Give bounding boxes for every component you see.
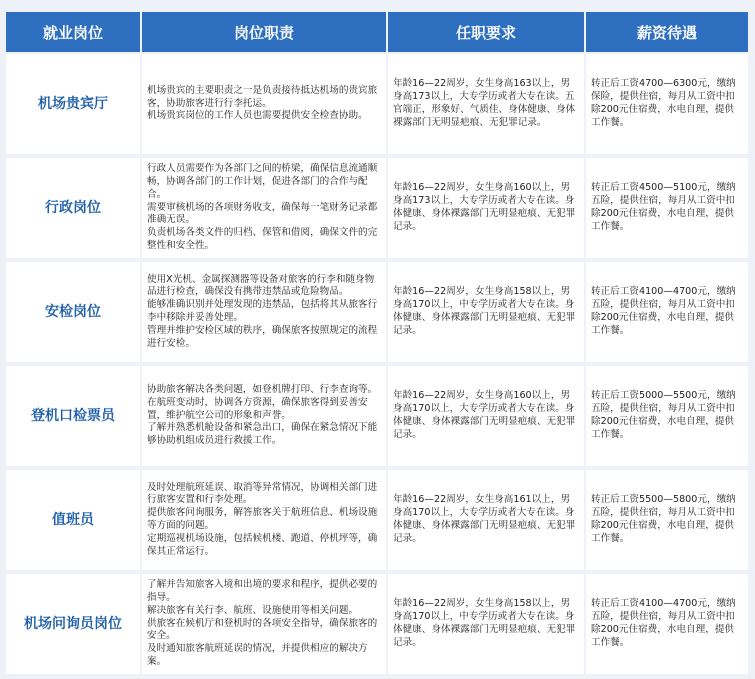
salary-cell: 转正后工资4100—4700元，缴纳五险，提供住宿，每月从工资中扣除200元住宿费，水电自理，提供工作餐。 [586,574,748,674]
header-position: 就业岗位 [6,12,142,52]
duty-item: 行政人员需要作为各部门之间的桥梁，确保信息流通顺畅，协调各部门的工作计划，促进各部门的合作与配合。 [147,163,378,200]
position-title: 行政岗位 [6,158,142,258]
table-row [6,158,748,262]
table-row [6,54,748,158]
duty-item: 管理并维护安检区域的秩序，确保旅客按照规定的流程进行安检。 [147,324,378,349]
duties-cell [142,574,388,674]
requirements-cell: 年龄16—22周岁，女生身高158以上，男身高170以上，中专学历或者大专在读。身体健康、身体裸露部门无明显疤痕、无犯罪记录。 [388,574,586,674]
duty-item: 机场贵宾的主要职责之一是负责接待抵达机场的贵宾旅客，协助旅客进行行李托运。 [147,84,378,109]
position-title: 值班员 [6,470,142,570]
salary-cell: 转正后工资4700—6300元，缴纳保险，提供住宿，每月从工资中扣除200元住宿费，水电自理，提供工作餐。 [586,54,748,154]
salary-cell: 转正后工资4100—4700元，缴纳五险，提供住宿，每月从工资中扣除200元住宿费，水电自理，提供工作餐。 [586,262,748,362]
requirements-cell: 年龄16—22周岁，女生身高160以上，男身高173以上，大专学历或者大专在读。身体健康、身体裸露部门无明显疤痕、无犯罪记录。 [388,158,586,258]
duty-item: 需要审核机场的各项财务收支，确保每一笔财务记录都准确无误。 [147,201,378,226]
duty-item: 了解并熟悉机舱设备和紧急出口，确保在紧急情况下能够协助机组成员进行救援工作。 [147,422,378,447]
duty-item: 提供旅客问询服务，解答旅客关于航班信息、机场设施等方面的问题。 [147,507,378,531]
duty-item: 协助旅客解决各类问题，如登机牌打印、行李查询等。 [147,384,378,395]
position-title: 登机口检票员 [6,366,142,466]
duty-item: 了解并告知旅客入境和出境的要求和程序，提供必要的指导。 [147,579,378,603]
header-duties: 岗位职责 [142,12,388,52]
duties-cell [142,54,388,154]
duties-cell [142,366,388,466]
requirements-cell: 年龄16—22周岁，女生身高161以上，男身高170以上，大专学历或者大专在读。身体健康、身体裸露部门无明显疤痕、无犯罪记录。 [388,470,586,570]
position-title: 机场问询员岗位 [6,574,142,674]
duty-item: 定期巡视机场设施，包括候机楼、跑道、停机坪等，确保其正常运行。 [147,532,378,557]
table-body [6,54,748,678]
duties-cell [142,262,388,362]
table-header [6,12,748,52]
duties-cell [142,158,388,258]
salary-cell: 转正后工资4500—5100元，缴纳五险，提供住宿，每月从工资中扣除200元住宿费，水电自理，提供工作餐。 [586,158,748,258]
requirements-cell: 年龄16—22周岁，女生身高160以上，男身高170以上，大专学历或者大专在读。身体健康、身体裸露部门无明显疤痕、无犯罪记录。 [388,366,586,466]
header-requirements: 任职要求 [388,12,586,52]
duty-item: 供旅客在候机厅和登机时的各项安全指导，确保旅客的安全。 [147,617,378,642]
salary-cell: 转正后工资5500—5800元，缴纳五险，提供住宿，每月从工资中扣除200元住宿费，水电自理，提供工作餐。 [586,470,748,570]
salary-cell: 转正后工资5000—5500元，缴纳五险，提供住宿，每月从工资中扣除200元住宿费，水电自理，提供工作餐。 [586,366,748,466]
table-row [6,574,748,678]
duty-item: 及时处理航班延误、取消等异常情况，协调相关部门进行旅客安置和行李处理。 [147,481,378,506]
duty-item: 解决旅客有关行李、航班、设施使用等相关问题。 [147,604,359,616]
table-row [6,470,748,574]
position-title: 机场贵宾厅 [6,54,142,154]
duty-item: 在航班变动时，协调各方资源，确保旅客得到妥善安置，维护航空公司的形象和声誉。 [147,396,368,421]
table-row [6,262,748,366]
requirements-cell: 年龄16—22周岁，女生身高163以上，男身高173以上，大专学历或者大专在读。五官端正，形象好、气质佳、身体健康、身体裸露部门无明显疤痕、无犯罪记录。 [388,54,586,154]
position-title: 安检岗位 [6,262,142,362]
duty-item: 使用X光机、金属探测器等设备对旅客的行李和随身物品进行检查，确保没有携带违禁品或危险物品。 [147,273,375,298]
duties-cell [142,470,388,570]
duty-item: 及时通知旅客航班延误的情况，并提供相应的解决方案。 [147,643,368,667]
duty-item: 机场贵宾岗位的工作人员也需要提供安全检查协助。 [147,110,368,122]
header-salary: 薪资待遇 [586,12,748,52]
duty-item: 负责机场各类文件的归档、保管和借阅，确保文件的完整性和安全性。 [147,227,378,251]
duty-item: 能够准确识别并处理发现的违禁品，包括将其从旅客行李中移除并妥善处理。 [147,299,378,323]
requirements-cell: 年龄16—22周岁，女生身高158以上，男身高170以上，中专学历或者大专在读。身体健康、身体裸露部门无明显疤痕、无犯罪记录。 [388,262,586,362]
table-row [6,366,748,470]
